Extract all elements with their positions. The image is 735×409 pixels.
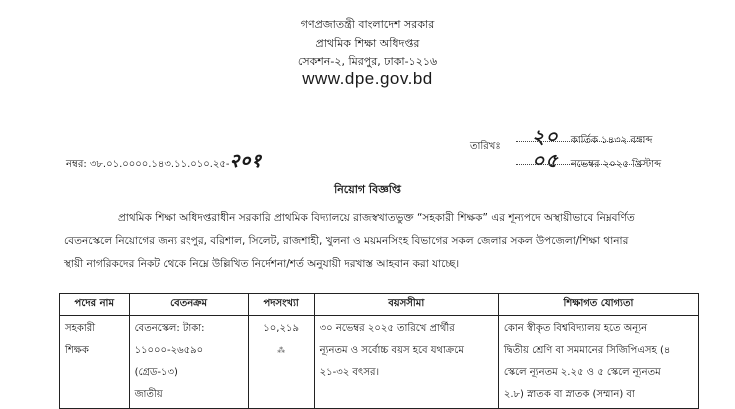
header-pay-scale: বেতনক্রম bbox=[129, 294, 248, 316]
header-post-count: পদসংখ্যা bbox=[248, 294, 314, 316]
notice-title: নিয়োগ বিজ্ঞপ্তি bbox=[334, 183, 401, 196]
date-bengali-rest: কার্তিক ১৪৩২ বঙ্গাব্দ bbox=[570, 135, 653, 146]
post-line-1: সহকারী bbox=[65, 323, 96, 334]
table-row bbox=[60, 316, 699, 409]
date-english-day: ০৫ bbox=[532, 150, 559, 172]
header-government: গণপ্রজাতন্ত্রী বাংলাদেশ সরকার bbox=[300, 18, 435, 31]
pay-line-4: জাতীয় bbox=[134, 389, 163, 400]
header-education: শিক্ষাগত যোগ্যতা bbox=[498, 294, 698, 316]
header-age-limit: বয়সসীমা bbox=[314, 294, 498, 316]
cell-pay bbox=[129, 316, 248, 409]
edu-line-1: কোন স্বীকৃত বিশ্ববিদ্যালয় হতে অন্যূন bbox=[503, 323, 648, 334]
age-line-3: ২১-৩২ বৎসর। bbox=[319, 367, 380, 378]
header-directorate: প্রাথমিক শিক্ষা অধিদপ্তর bbox=[315, 37, 420, 50]
date-english bbox=[518, 147, 661, 179]
pay-line-3: (গ্রেড-১৩) bbox=[134, 367, 178, 378]
intro-line-1: প্রাথমিক শিক্ষা অধিদপ্তরাধীন সরকারি প্রাথমিক বিদ্যালয়ে রাজস্বখাতভুক্ত “সহকারী শিক্ষক” এর শূন্যপদে অস্থায়ীভাবে নিম্নবর্ণিত bbox=[118, 212, 635, 224]
cell-count bbox=[248, 316, 314, 409]
date-bengali-day: ২০ bbox=[532, 126, 559, 148]
reference-label: নম্বর: ৩৮.০১.০০০০.১৪৩.১১.০১০.২৫- bbox=[66, 159, 230, 170]
date-label: তারিখঃ bbox=[470, 141, 501, 152]
edu-line-3: স্কেলে ন্যূনতম ২.২৫ ও ৫ স্কেলে ন্যূনতম bbox=[503, 367, 661, 378]
edu-line-2: দ্বিতীয় শ্রেণি বা সমমানের সিজিপিএসহ (৪ bbox=[503, 345, 671, 356]
edu-line-4: ২.৮) স্নাতক বা স্নাতক (সম্মান) বা bbox=[503, 389, 635, 400]
cell-post bbox=[60, 316, 130, 409]
date-line-2 bbox=[516, 164, 644, 165]
reference-handwritten-number: २०१ bbox=[229, 150, 263, 172]
pay-line-2: ১১০০০-২৬৫৯০ bbox=[134, 345, 204, 356]
header-post-name: পদের নাম bbox=[60, 294, 130, 316]
table-header-row bbox=[60, 294, 699, 316]
age-line-1: ৩০ নভেম্বর ২০২৫ তারিখে প্রার্থীর bbox=[319, 323, 455, 334]
header-address: সেকশন-২, মিরপুর, ঢাকা-১২১৬ bbox=[297, 55, 438, 68]
date-english-rest: নভেম্বর ২০২৫ খ্রিস্টাব্দ bbox=[570, 159, 662, 170]
cell-education bbox=[498, 316, 698, 409]
intro-line-2: বেতনস্কেলে নিয়োগের জন্য রংপুর, বরিশাল, সিলেট, রাজশাহী, খুলনা ও ময়মনসিংহ বিভাগের সকল জেলার সকল উপজেলা/শিক্ষা থানার bbox=[64, 235, 629, 247]
post-count: ১০,২১৯ bbox=[263, 323, 299, 334]
reference-number bbox=[66, 147, 262, 174]
cell-age bbox=[314, 316, 498, 409]
age-line-2: ন্যূনতম ও সর্বোচ্চ বয়স হবে যথাক্রমে bbox=[319, 345, 464, 356]
pay-line-1: বেতনস্কেল: টাকা: bbox=[134, 323, 205, 334]
count-mark: ⁂ bbox=[277, 346, 286, 355]
post-line-2: শিক্ষক bbox=[65, 345, 89, 356]
header-website: www.dpe.gov.bd bbox=[302, 69, 433, 88]
intro-line-3: স্থায়ী নাগরিকদের নিকট থেকে নিম্নে উল্লিখিত নির্দেশনা/শর্ত অনুযায়ী দরখাস্ত আহবান করা যাচ্ছে। bbox=[64, 258, 460, 270]
vacancy-table bbox=[59, 293, 699, 409]
date-line-1 bbox=[516, 141, 644, 142]
